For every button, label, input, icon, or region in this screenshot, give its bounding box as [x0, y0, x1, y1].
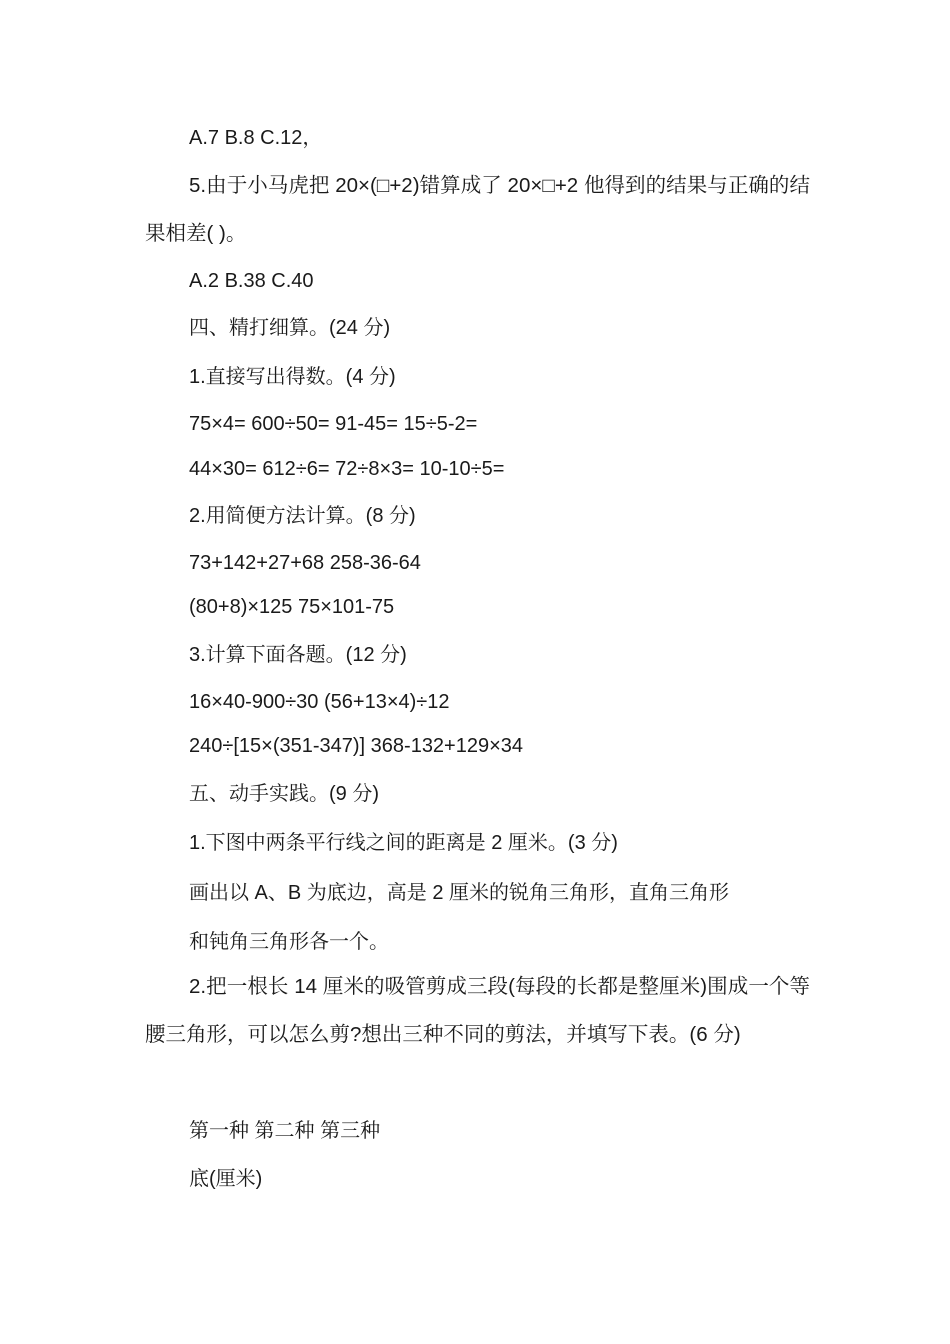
- drawing-instruction-line-2: 和钝角三角形各一个。: [189, 931, 389, 953]
- table-row-base: 底(厘米): [189, 1168, 263, 1190]
- section-5-part-2: 2.把一根长 14 厘米的吸管剪成三段(每段的长都是整厘米)围成一个等腰三角形，可以怎么剪?想出三种不同的剪法，并填写下表。(6 分): [145, 975, 810, 1046]
- table-header-row: 第一种 第二种 第三种: [189, 1120, 381, 1142]
- calc-row-4: (80+8)×125 75×101-75: [189, 596, 395, 618]
- section-4-part-1: 1.直接写出得数。(4 分): [189, 366, 396, 388]
- question-5: 5.由于小马虎把 20×(□+2)错算成了 20×□+2 他得到的结果与正确的结果相差( )。: [145, 174, 810, 245]
- section-4-part-2: 2.用简便方法计算。(8 分): [189, 505, 416, 527]
- choice-options-q4: A.7 B.8 C.12，: [189, 127, 323, 149]
- section-4-part-3: 3.计算下面各题。(12 分): [189, 644, 407, 666]
- section-5-heading: 五、动手实践。(9 分): [189, 783, 379, 805]
- calc-row-2: 44×30= 612÷6= 72÷8×3= 10-10÷5=: [189, 458, 505, 480]
- choice-options-q5: A.2 B.38 C.40: [189, 270, 314, 292]
- drawing-instruction-line-1: 画出以 A、B 为底边，高是 2 厘米的锐角三角形，直角三角形: [189, 882, 730, 904]
- calc-row-5: 16×40-900÷30 (56+13×4)÷12: [189, 691, 450, 713]
- section-4-heading: 四、精打细算。(24 分): [189, 317, 391, 339]
- section-5-part-1: 1.下图中两条平行线之间的距离是 2 厘米。(3 分): [189, 832, 618, 854]
- calc-row-3: 73+142+27+68 258-36-64: [189, 552, 421, 574]
- calc-row-6: 240÷[15×(351-347)] 368-132+129×34: [189, 735, 524, 757]
- calc-row-1: 75×4= 600÷50= 91-45= 15÷5-2=: [189, 413, 478, 435]
